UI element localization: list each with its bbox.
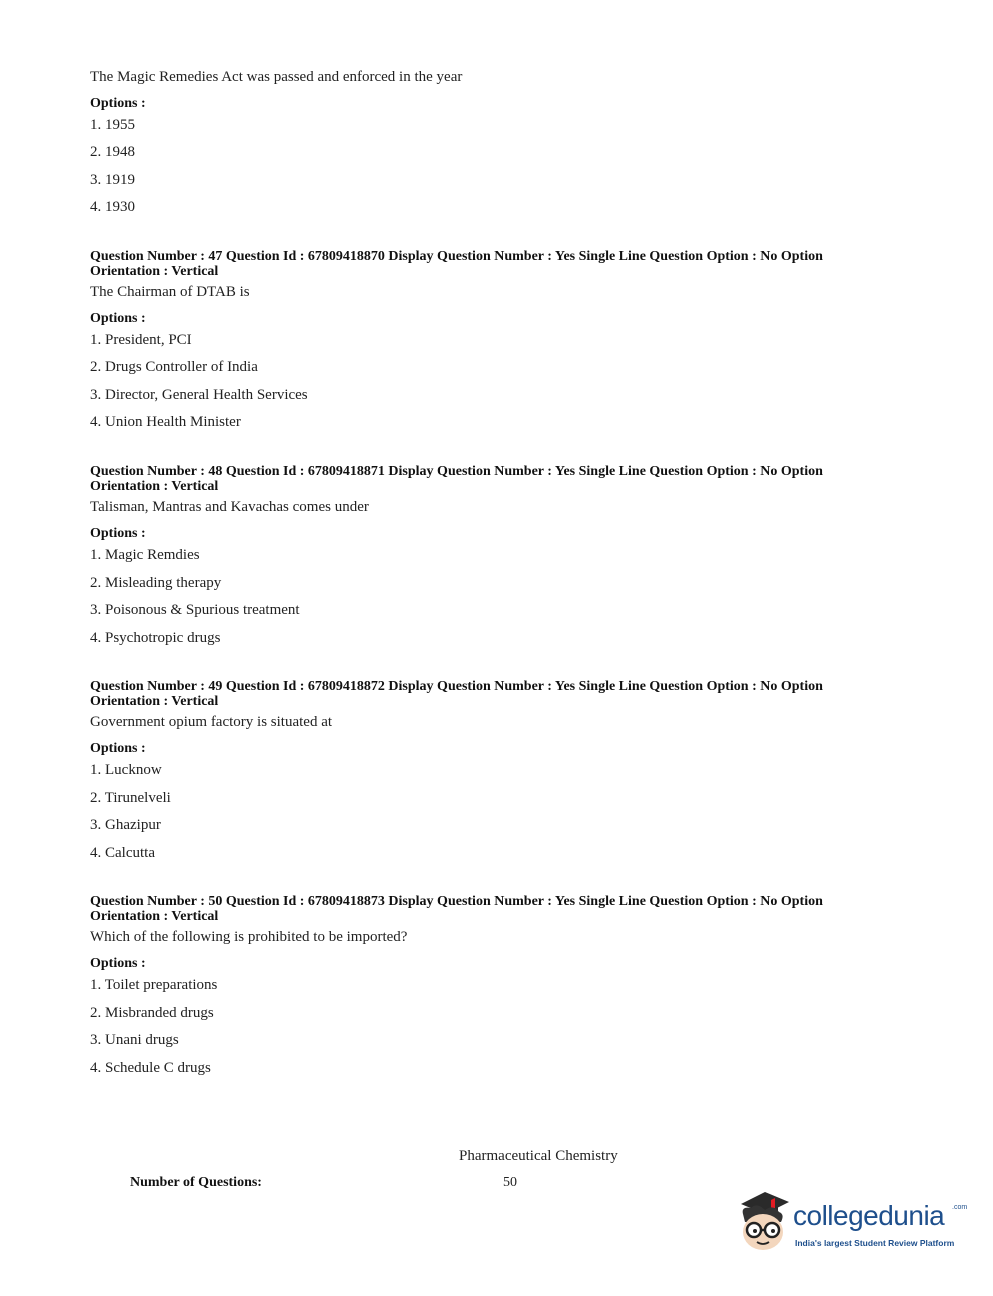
options-label: Options :: [90, 96, 146, 111]
question-text: The Chairman of DTAB is: [90, 284, 250, 300]
option-1: 1. President, PCI: [90, 332, 192, 348]
option-2: 2. Tirunelveli: [90, 790, 171, 806]
question-meta: Question Number : 49 Question Id : 67809418872 Display Question Number : Yes Single Line Question Option : No Option Orientation : Vertical: [90, 679, 823, 709]
option-1: 1. Magic Remdies: [90, 547, 200, 563]
question-text: The Magic Remedies Act was passed and enforced in the year: [90, 69, 463, 85]
option-4: 4. Schedule C drugs: [90, 1060, 211, 1076]
question-count-label: Number of Questions:: [130, 1175, 262, 1190]
mascot-icon: [735, 1188, 791, 1258]
question-meta: Question Number : 48 Question Id : 67809418871 Display Question Number : Yes Single Line Question Option : No Option Orientation : Vertical: [90, 464, 823, 494]
options-label: Options :: [90, 741, 146, 756]
question-meta: Question Number : 47 Question Id : 67809418870 Display Question Number : Yes Single Line Question Option : No Option Orientation : Vertical: [90, 249, 823, 279]
question-meta: Question Number : 50 Question Id : 67809418873 Display Question Number : Yes Single Line Question Option : No Option Orientation : Vertical: [90, 894, 823, 924]
option-2: 2. Misbranded drugs: [90, 1005, 214, 1021]
question-text: Talisman, Mantras and Kavachas comes under: [90, 499, 369, 515]
option-3: 3. Ghazipur: [90, 817, 161, 833]
option-4: 4. Union Health Minister: [90, 414, 241, 430]
logo-suffix: .com: [952, 1204, 968, 1211]
option-3: 3. Poisonous & Spurious treatment: [90, 602, 300, 618]
option-2: 2. Misleading therapy: [90, 575, 222, 591]
question-text: Government opium factory is situated at: [90, 714, 333, 730]
option-3: 3. Unani drugs: [90, 1032, 179, 1048]
option-4: 4. Calcutta: [90, 845, 155, 861]
option-3: 3. Director, General Health Services: [90, 387, 308, 403]
option-1: 1. Lucknow: [90, 762, 162, 778]
option-2: 2. Drugs Controller of India: [90, 359, 258, 375]
option-1: 1. 1955: [90, 117, 135, 133]
logo-wordmark: collegedunia: [793, 1200, 945, 1231]
logo-tagline: India's largest Student Review Platform: [795, 1238, 955, 1248]
option-4: 4. Psychotropic drugs: [90, 630, 221, 646]
options-label: Options :: [90, 526, 146, 541]
collegedunia-logo: [735, 1188, 968, 1258]
option-3: 3. 1919: [90, 172, 135, 188]
option-1: 1. Toilet preparations: [90, 977, 218, 993]
section-subject: Pharmaceutical Chemistry: [459, 1148, 618, 1164]
options-label: Options :: [90, 956, 146, 971]
option-4: 4. 1930: [90, 199, 135, 215]
question-count-value: 50: [503, 1175, 517, 1190]
options-label: Options :: [90, 311, 146, 326]
question-text: Which of the following is prohibited to be imported?: [90, 929, 408, 945]
option-2: 2. 1948: [90, 144, 135, 160]
